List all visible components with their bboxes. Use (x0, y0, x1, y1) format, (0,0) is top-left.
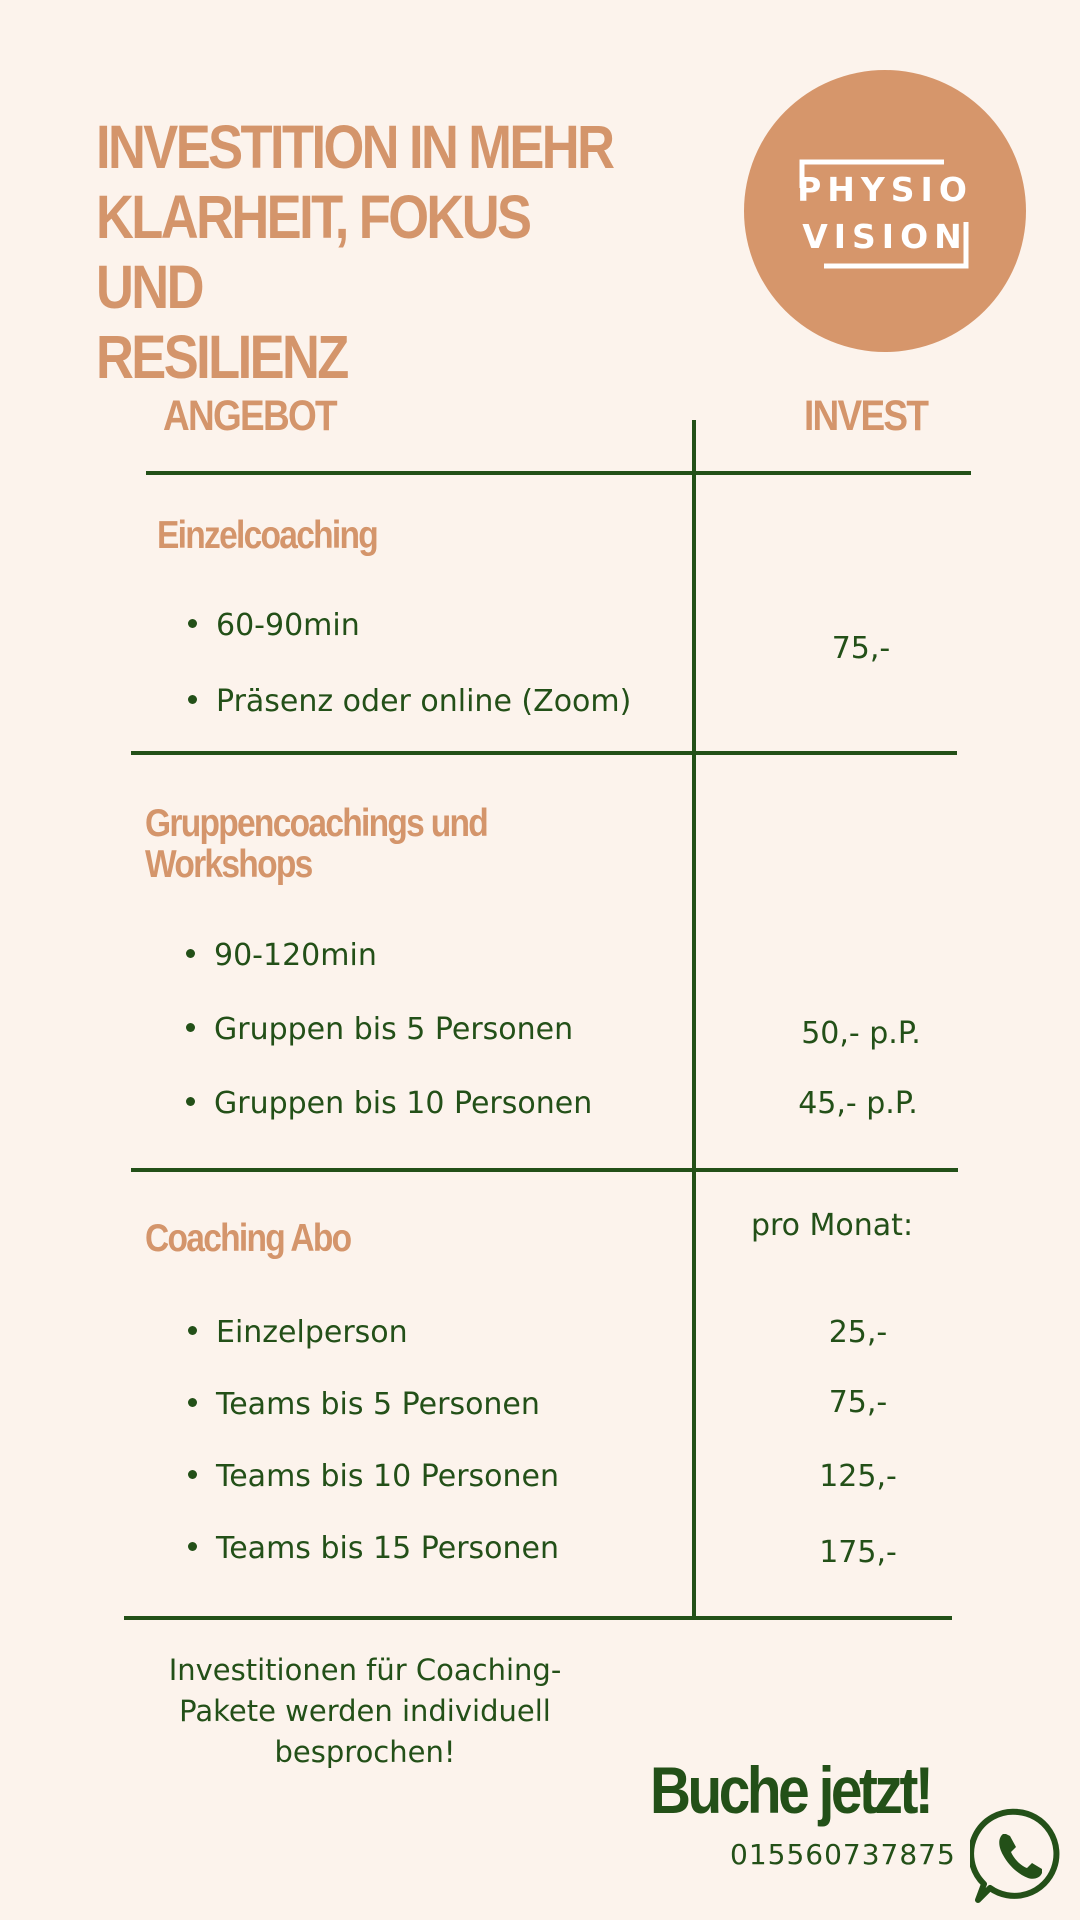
price-abo-teams-10: 125,- (819, 1459, 897, 1494)
phone-number[interactable]: 015560737875 (730, 1838, 956, 1871)
section-divider-2 (131, 1168, 958, 1172)
logo-word-vision: VISION (802, 217, 968, 256)
title-line-2: KLARHEIT, FOKUS UND (96, 183, 530, 321)
list-item: Teams bis 10 Personen (188, 1459, 559, 1495)
column-header-offer: ANGEBOT (163, 392, 336, 440)
physio-vision-logo (744, 70, 1026, 352)
list-item: Teams bis 15 Personen (188, 1531, 559, 1567)
section-title-coaching-abo: Coaching Abo (145, 1217, 351, 1260)
column-header-invest: INVEST (804, 392, 928, 440)
price-gruppen-5: 50,- p.P. (801, 1016, 921, 1051)
list-item: 60-90min (188, 608, 360, 644)
section-title-gruppencoachings: Gruppencoachings und Workshops (145, 802, 488, 886)
price-abo-teams-5: 75,- (828, 1385, 888, 1420)
whatsapp-icon[interactable] (970, 1806, 1066, 1906)
price-abo-teams-15: 175,- (819, 1535, 897, 1570)
title-line-3: RESILIENZ (96, 323, 347, 391)
table-column-divider (692, 420, 696, 1620)
cta-book-now: Buche jetzt! (650, 1753, 931, 1827)
table-bottom-divider (124, 1616, 952, 1620)
price-abo-einzelperson: 25,- (828, 1315, 888, 1350)
list-item: Gruppen bis 10 Personen (186, 1086, 592, 1122)
footnote-individual-packages: Investitionen für Coaching-Pakete werden individuell besprochen! (168, 1653, 562, 1769)
price-gruppen-10: 45,- p.P. (798, 1086, 918, 1121)
list-item: Einzelperson (188, 1315, 408, 1351)
logo-frame-icon (744, 70, 1026, 352)
price-note-pro-monat: pro Monat: (750, 1208, 914, 1243)
price-einzelcoaching: 75,- (831, 631, 891, 666)
list-item: 90-120min (186, 938, 377, 974)
logo-word-physio: PHYSIO (797, 170, 973, 209)
table-header-divider (146, 471, 971, 475)
list-item: Präsenz oder online (Zoom) (188, 684, 631, 720)
list-item: Gruppen bis 5 Personen (186, 1012, 573, 1048)
list-item: Teams bis 5 Personen (188, 1387, 540, 1423)
title-line-1: INVESTITION IN MEHR (96, 113, 613, 181)
section-title-einzelcoaching: Einzelcoaching (157, 514, 378, 557)
page-title (96, 112, 646, 392)
section-divider-1 (131, 751, 957, 755)
